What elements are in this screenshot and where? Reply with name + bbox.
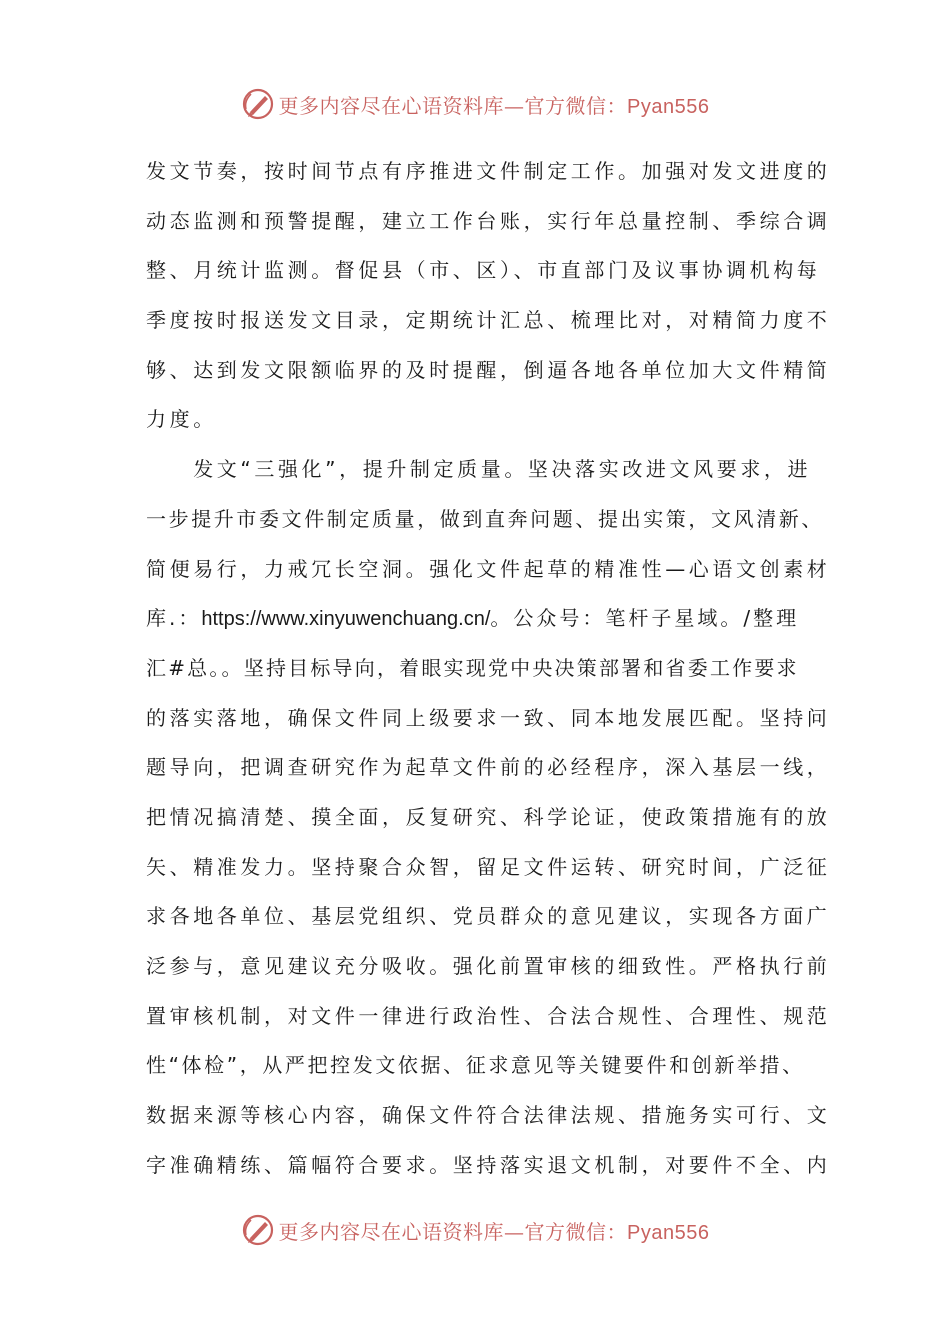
text-line: 题导向，把调查研究作为起草文件前的必经程序，深入基层一线， <box>146 755 831 780</box>
text-line: 矢、精准发力。坚持聚合众智，留足文件运转、研究时间，广泛征 <box>146 854 831 879</box>
pen-logo-icon <box>241 1213 275 1247</box>
text-line: 动态监测和预警提醒，建立工作台账，实行年总量控制、季综合调 <box>146 208 831 233</box>
line-prefix: 库.： <box>146 606 202 631</box>
text-line: 季度按时报送发文目录，定期统计汇总、梳理比对，对精简力度不 <box>146 308 831 333</box>
body-text <box>146 147 831 1190</box>
text-line: 字准确精练、篇幅符合要求。坚持落实退文机制，对要件不全、内 <box>146 1152 831 1177</box>
line-suffix: 。公众号：笔杆子星域。/整理 <box>490 606 800 631</box>
text-line <box>146 594 818 644</box>
text-line: 把情况搞清楚、摸全面，反复研究、科学论证，使政策措施有的放 <box>146 804 831 829</box>
text-line: 的落实落地，确保文件同上级要求一致、同本地发展匹配。坚持问 <box>146 705 831 730</box>
text-line: 够、达到发文限额临界的及时提醒，倒逼各地各单位加大文件精简 <box>146 357 831 382</box>
pen-logo-icon <box>241 87 275 121</box>
text-line: 整、月统计监测。督促县（市、区）、市直部门及议事协调机构每 <box>146 258 821 283</box>
text-line: 求各地各单位、基层党组织、党员群众的意见建议，实现各方面广 <box>146 904 831 929</box>
text-line: 汇#总。。坚持目标导向，着眼实现党中央决策部署和省委工作要求 <box>146 655 799 680</box>
text-line: 泛参与，意见建议充分吸收。强化前置审核的细致性。严格执行前 <box>146 954 831 978</box>
text-line: 力度。 <box>146 407 217 432</box>
text-line: 发文节奏，按时间节点有序推进文件制定工作。加强对发文进度的 <box>146 159 831 183</box>
text-line: 置审核机制，对文件一律进行政治性、合法合规性、合理性、规范 <box>146 1003 831 1028</box>
website-url: https://www.xinyuwenchuang.cn/ <box>201 608 491 631</box>
header-watermark <box>0 84 950 124</box>
wechat-id: Pyan556 <box>627 95 710 118</box>
watermark-text: 更多内容尽在心语资料库—官方微信：Pyan556 <box>278 1219 710 1244</box>
text-line: 性“体检”，从严把控发文依据、征求意见等关键要件和创新举措、 <box>146 1053 805 1078</box>
text-line: 简便易行，力戒冗长空洞。强化文件起草的精准性—心语文创素材 <box>146 556 831 581</box>
text-line: 数据来源等核心内容，确保文件符合法律法规、措施务实可行、文 <box>146 1103 831 1128</box>
wechat-id: Pyan556 <box>627 1221 710 1244</box>
watermark-text: 更多内容尽在心语资料库—官方微信：Pyan556 <box>278 93 710 118</box>
footer-watermark <box>0 1210 950 1250</box>
text-line: 发文“三强化”，提升制定质量。坚决落实改进文风要求，进 <box>146 457 812 482</box>
text-line: 一步提升市委文件制定质量，做到直奔问题、提出实策，文风清新、 <box>146 506 824 531</box>
